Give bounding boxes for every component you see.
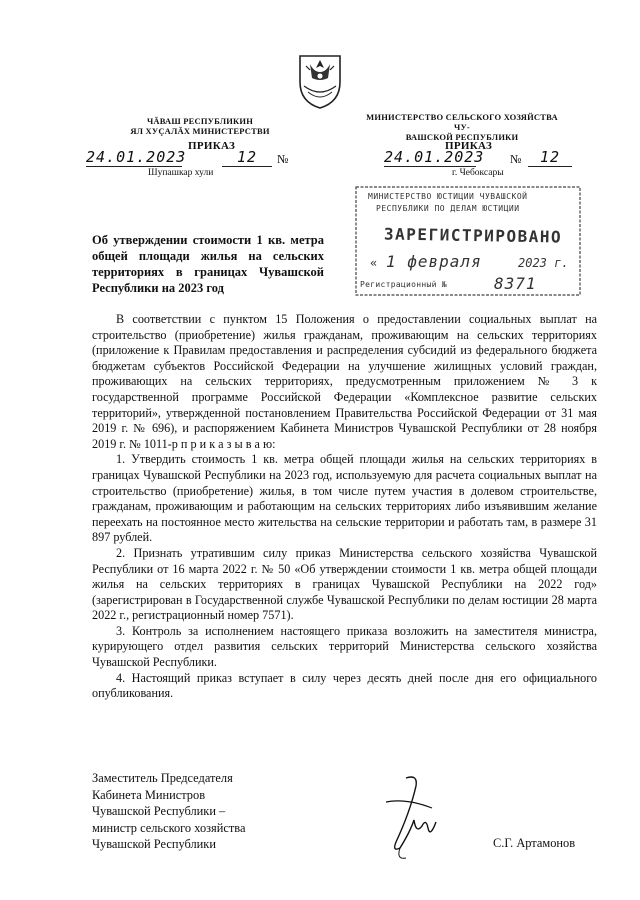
stamp-reg-number-label: Регистрационный №: [360, 280, 447, 289]
signatory-line-5: Чувашской Республики: [92, 837, 216, 851]
prikaz-label-left: ПРИКАЗ: [188, 140, 236, 152]
signatory-position: [92, 770, 292, 853]
paragraph-item-1: 1. Утвердить стоимость 1 кв. метра общей площади жилья на сельских территориях в границах Чувашской Республики на 2023 год, используемую для расчета социальных выплат на строительство (приобретение) жилья, в том числе путем участия в долевом строительстве, гражданам, проживающим и работающим на сельских территориях либо изъявившим желание переехать на постоянное место жительства на сельские территории и работать там, в размере 31 897 рублей.: [92, 452, 597, 545]
stamp-line-2: РЕСПУБЛИКИ ПО ДЕЛАМ ЮСТИЦИИ: [376, 204, 520, 213]
paragraph-item-3: 3. Контроль за исполнением настоящего приказа возложить на заместителя министра, курирующего отдел развития сельских территорий Министерства сельского хозяйства Чувашской Республики.: [92, 623, 597, 670]
header-left-line-2: ЯЛ ХУÇАЛĂХ МИНИСТЕРСТВИ: [130, 126, 270, 136]
signatory-line-4: министр сельского хозяйства: [92, 820, 246, 835]
stamp-reg-year: 2023 г.: [518, 256, 569, 270]
handwritten-signature: [366, 772, 456, 864]
signatory-name: С.Г. Артамонов: [493, 836, 576, 850]
document-title: Об утверждении стоимости 1 кв. метра общей площади жилья на сельских территориях в границах Чувашской Республики на 2023 год: [92, 233, 324, 295]
paragraph-preamble: В соответствии с пунктом 15 Положения о предоставлении социальных выплат на строительство (приобретение) жилья гражданам, проживающим на сельских территориях (приложение к Правилам предоставления и распределения субсидий из федерального бюджета бюджетам субъектов Российской Федерации на улучшение жилищных условий граждан, проживающих на сельских территориях, предусмотренным приложением № 3 к государственной программе Российской Федерации «Комплексное развитие сельских территорий», утвержденной постановлением Правительства Российской Федерации от 31 мая 2019 г. № 696), и распоряжением Кабинета Министров Чувашской Республики от 28 ноября 2019 г. № 1011-р п р и к а з ы в а ю:: [92, 312, 597, 451]
number-sign-left: №: [277, 152, 289, 166]
order-date-right: 24.01.2023: [384, 148, 485, 166]
document-body: [92, 312, 597, 702]
signatory-line-1: Заместитель Председателя: [92, 771, 233, 785]
place-left: Шупашкар хули: [148, 168, 214, 178]
stamp-reg-number: 8371: [494, 274, 537, 293]
paragraph-item-4: 4. Настоящий приказ вступает в силу через десять дней после дня его официального опубликования.: [92, 670, 597, 701]
header-left-ministry: [120, 116, 280, 136]
order-date-left: 24.01.2023: [86, 148, 187, 166]
header-right-ministry: [362, 112, 562, 142]
place-right: г. Чебоксары: [452, 168, 504, 178]
paragraph-item-2: 2. Признать утратившим силу приказ Министерства сельского хозяйства Чувашской Республики от 16 марта 2022 г. № 50 «Об утверждении стоимости 1 кв. метра общей площади жилья на сельских территориях в границах Чувашской Республики на 2022 год» (зарегистрирован в Государственной службе Чувашской Республики по делам юстиции 28 марта 2022 г., регистрационный номер 7571).: [92, 545, 597, 623]
order-number-right: 12: [528, 148, 572, 167]
stamp-quote: «: [370, 256, 378, 270]
stamp-line-1: МИНИСТЕРСТВО ЮСТИЦИИ ЧУВАШСКОЙ: [368, 192, 528, 201]
header-right-line-1: МИНИСТЕРСТВО СЕЛЬСКОГО ХОЗЯЙСТВА ЧУ-: [366, 112, 558, 132]
coat-of-arms-emblem: [294, 52, 346, 110]
header-left-line-1: ЧĂВАШ РЕСПУБЛИКИН: [146, 116, 254, 126]
signatory-line-3: Чувашской Республики –: [92, 804, 226, 818]
prikaz-label-right: ПРИКАЗ: [445, 140, 493, 152]
header-right-line-2: ВАШСКОЙ РЕСПУБЛИКИ: [405, 132, 519, 142]
stamp-reg-date: 1 февраля: [386, 252, 482, 271]
signatory-line-2: Кабинета Министров: [92, 787, 206, 802]
order-number-left: 12: [222, 148, 272, 167]
number-sign-right: №: [510, 152, 522, 166]
stamp-registered: ЗАРЕГИСТРИРОВАНО: [383, 224, 563, 247]
registration-stamp: [354, 184, 582, 300]
